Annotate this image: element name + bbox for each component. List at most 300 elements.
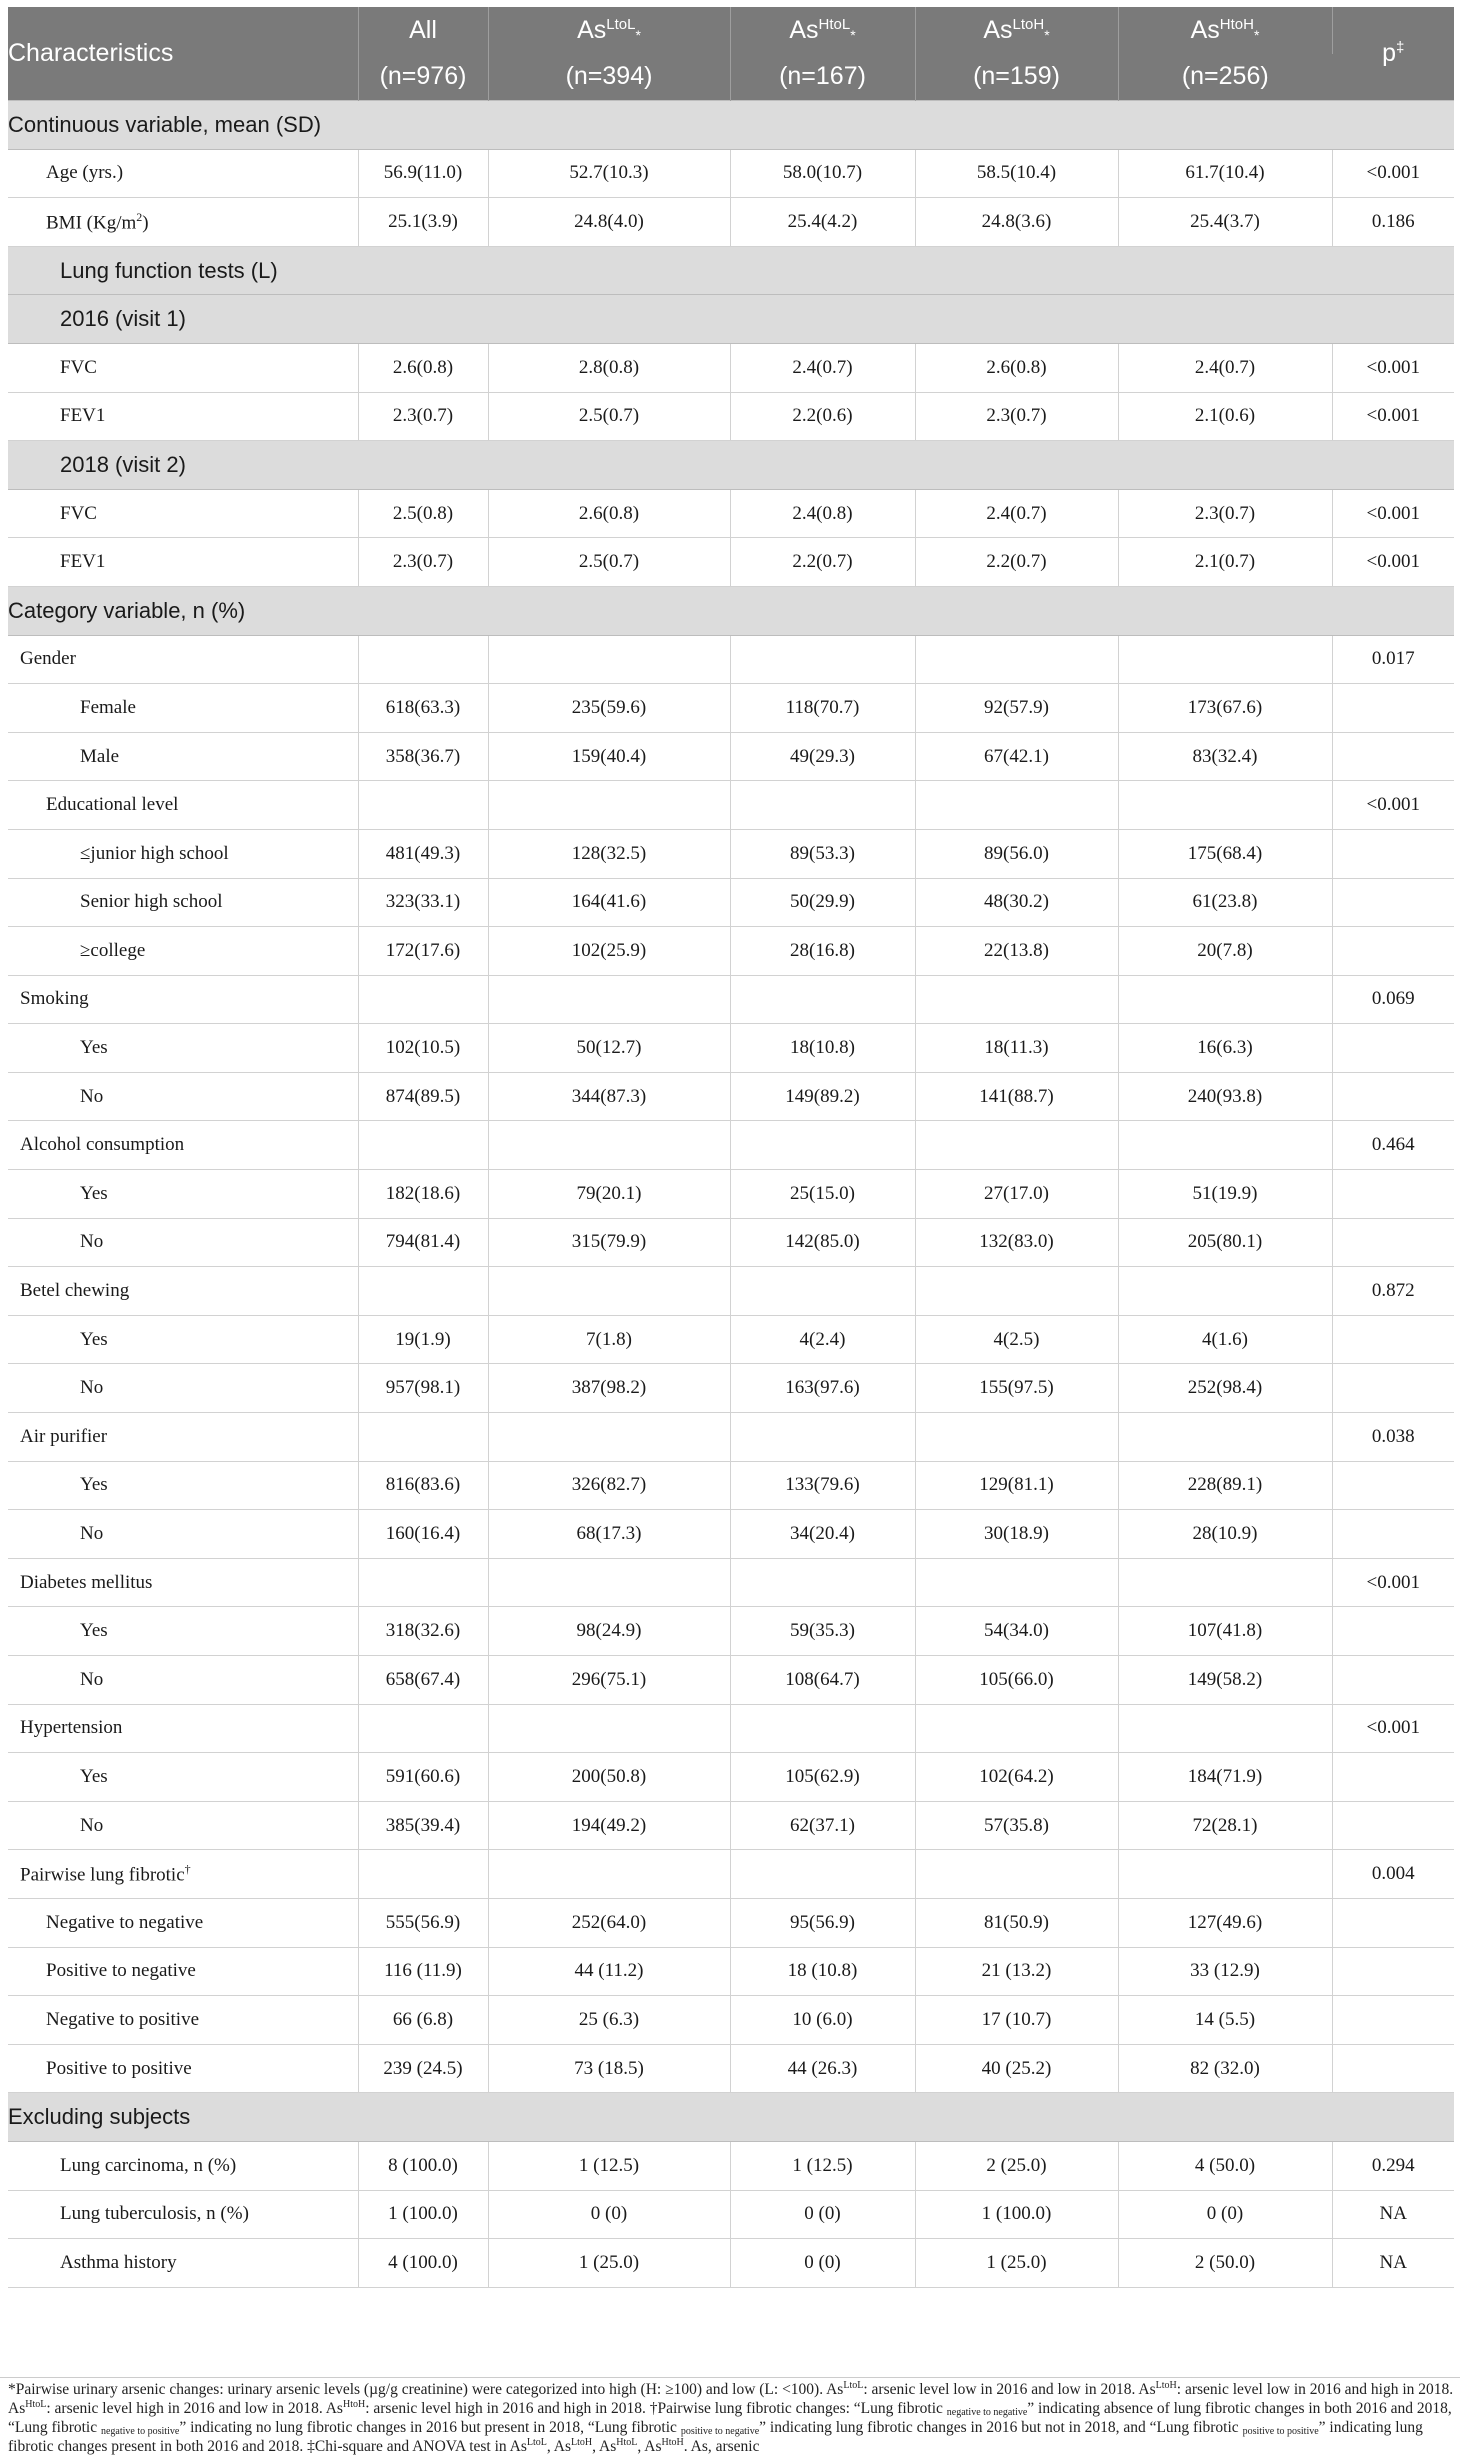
cell-value: 92(57.9) bbox=[915, 684, 1118, 733]
cell-value: 10 (6.0) bbox=[730, 1996, 915, 2045]
cell-value bbox=[1118, 635, 1332, 684]
cell-value: 30(18.9) bbox=[915, 1510, 1118, 1559]
table-row bbox=[8, 2141, 1454, 2190]
cell-value: 128(32.5) bbox=[488, 829, 730, 878]
header-col-asltoh: $As^{LtoH}_*$ bbox=[915, 7, 1118, 54]
cell-p-value bbox=[1332, 1753, 1454, 1802]
row-label: No bbox=[8, 1072, 358, 1121]
cell-value: 18(10.8) bbox=[730, 1024, 915, 1073]
header-n-asltoh: (n=159) bbox=[915, 54, 1118, 101]
cell-value: 2.4(0.8) bbox=[730, 489, 915, 538]
cell-value: 240(93.8) bbox=[1118, 1072, 1332, 1121]
header-characteristics: Characteristics bbox=[8, 7, 358, 101]
cell-p-value: <0.001 bbox=[1332, 149, 1454, 198]
cell-value bbox=[730, 1850, 915, 1899]
cell-value: 2.4(0.7) bbox=[915, 489, 1118, 538]
cell-value: 83(32.4) bbox=[1118, 732, 1332, 781]
section-label: 2016 (visit 1) bbox=[8, 295, 1454, 344]
cell-value: 18(11.3) bbox=[915, 1024, 1118, 1073]
cell-value: 0 (0) bbox=[1118, 2190, 1332, 2239]
cell-value bbox=[915, 1558, 1118, 1607]
cell-value: 618(63.3) bbox=[358, 684, 488, 733]
cell-value bbox=[1118, 1413, 1332, 1462]
cell-value: 794(81.4) bbox=[358, 1218, 488, 1267]
cell-value bbox=[915, 1850, 1118, 1899]
row-label: No bbox=[8, 1801, 358, 1850]
table-row bbox=[8, 1024, 1454, 1073]
cell-p-value: <0.001 bbox=[1332, 392, 1454, 441]
header-col-ashtol: $As^{HtoL}_*$ bbox=[730, 7, 915, 54]
cell-p-value bbox=[1332, 1510, 1454, 1559]
cell-value: 67(42.1) bbox=[915, 732, 1118, 781]
section-label: Category variable, n (%) bbox=[8, 586, 1454, 635]
cell-p-value bbox=[1332, 829, 1454, 878]
cell-value: 24.8(3.6) bbox=[915, 198, 1118, 247]
cell-value: 50(29.9) bbox=[730, 878, 915, 927]
row-label: Smoking bbox=[8, 975, 358, 1024]
row-label: Asthma history bbox=[8, 2239, 358, 2288]
header-n-asltol: (n=394) bbox=[488, 54, 730, 101]
table-row bbox=[8, 1753, 1454, 1802]
row-label: FEV1 bbox=[8, 392, 358, 441]
table-row bbox=[8, 684, 1454, 733]
cell-value bbox=[358, 1267, 488, 1316]
cell-value bbox=[1118, 1850, 1332, 1899]
cell-value: 50(12.7) bbox=[488, 1024, 730, 1073]
cell-value bbox=[730, 1267, 915, 1316]
cell-value: 155(97.5) bbox=[915, 1364, 1118, 1413]
table-row bbox=[8, 1364, 1454, 1413]
section-row bbox=[8, 295, 1454, 344]
cell-value: 0 (0) bbox=[730, 2239, 915, 2288]
cell-value: 79(20.1) bbox=[488, 1170, 730, 1219]
cell-p-value: <0.001 bbox=[1332, 538, 1454, 587]
table-row bbox=[8, 1850, 1454, 1899]
section-label: 2018 (visit 2) bbox=[8, 441, 1454, 490]
cell-value bbox=[730, 781, 915, 830]
cell-p-value bbox=[1332, 1898, 1454, 1947]
cell-value: 296(75.1) bbox=[488, 1656, 730, 1705]
table-row bbox=[8, 1315, 1454, 1364]
row-label: FVC bbox=[8, 343, 358, 392]
cell-value: 21 (13.2) bbox=[915, 1947, 1118, 1996]
row-label: Positive to negative bbox=[8, 1947, 358, 1996]
table-row bbox=[8, 1947, 1454, 1996]
cell-p-value: 0.872 bbox=[1332, 1267, 1454, 1316]
cell-value: 1 (100.0) bbox=[915, 2190, 1118, 2239]
cell-value: 1 (25.0) bbox=[488, 2239, 730, 2288]
cell-value: 4(1.6) bbox=[1118, 1315, 1332, 1364]
row-label: No bbox=[8, 1510, 358, 1559]
cell-value: 205(80.1) bbox=[1118, 1218, 1332, 1267]
section-row bbox=[8, 246, 1454, 295]
cell-value: 2.2(0.6) bbox=[730, 392, 915, 441]
row-label: Alcohol consumption bbox=[8, 1121, 358, 1170]
cell-p-value: 0.069 bbox=[1332, 975, 1454, 1024]
cell-value bbox=[915, 1704, 1118, 1753]
cell-value: 194(49.2) bbox=[488, 1801, 730, 1850]
cell-value bbox=[730, 635, 915, 684]
cell-value: 1 (100.0) bbox=[358, 2190, 488, 2239]
cell-value: 59(35.3) bbox=[730, 1607, 915, 1656]
cell-value bbox=[1118, 1121, 1332, 1170]
table-row bbox=[8, 1801, 1454, 1850]
cell-value: 874(89.5) bbox=[358, 1072, 488, 1121]
cell-value bbox=[488, 1850, 730, 1899]
table-row bbox=[8, 2190, 1454, 2239]
row-label: Negative to positive bbox=[8, 1996, 358, 2045]
row-label: Educational level bbox=[8, 781, 358, 830]
table-row bbox=[8, 829, 1454, 878]
cell-p-value: <0.001 bbox=[1332, 343, 1454, 392]
cell-value: 4(2.5) bbox=[915, 1315, 1118, 1364]
cell-value: 61.7(10.4) bbox=[1118, 149, 1332, 198]
cell-p-value bbox=[1332, 1461, 1454, 1510]
cell-value: 118(70.7) bbox=[730, 684, 915, 733]
cell-value: 105(66.0) bbox=[915, 1656, 1118, 1705]
table-row bbox=[8, 1218, 1454, 1267]
cell-value: 72(28.1) bbox=[1118, 1801, 1332, 1850]
cell-value: 25 (6.3) bbox=[488, 1996, 730, 2045]
cell-value: 20(7.8) bbox=[1118, 927, 1332, 976]
cell-p-value bbox=[1332, 684, 1454, 733]
cell-value: 2.5(0.7) bbox=[488, 392, 730, 441]
cell-p-value: <0.001 bbox=[1332, 1704, 1454, 1753]
row-label: BMI $(Kg/m^2)$ bbox=[8, 198, 358, 247]
cell-value: 105(62.9) bbox=[730, 1753, 915, 1802]
cell-value: 239 (24.5) bbox=[358, 2044, 488, 2093]
cell-value: 149(89.2) bbox=[730, 1072, 915, 1121]
cell-value: 141(88.7) bbox=[915, 1072, 1118, 1121]
header-n-ashtoh: (n=256) bbox=[1118, 54, 1332, 101]
cell-p-value bbox=[1332, 1315, 1454, 1364]
row-label: No bbox=[8, 1656, 358, 1705]
cell-value: 8 (100.0) bbox=[358, 2141, 488, 2190]
cell-value: 61(23.8) bbox=[1118, 878, 1332, 927]
cell-value bbox=[488, 1121, 730, 1170]
row-label: Positive to positive bbox=[8, 2044, 358, 2093]
row-label: Air purifier bbox=[8, 1413, 358, 1462]
cell-value: 81(50.9) bbox=[915, 1898, 1118, 1947]
cell-value: 142(85.0) bbox=[730, 1218, 915, 1267]
cell-value: 2.4(0.7) bbox=[730, 343, 915, 392]
cell-value bbox=[358, 1704, 488, 1753]
cell-value: 54(34.0) bbox=[915, 1607, 1118, 1656]
cell-p-value: 0.017 bbox=[1332, 635, 1454, 684]
section-row bbox=[8, 2093, 1454, 2142]
cell-value: 172(17.6) bbox=[358, 927, 488, 976]
row-label: Betel chewing bbox=[8, 1267, 358, 1316]
header-col-asltol: $As^{LtoL}_*$ bbox=[488, 7, 730, 54]
row-label: Yes bbox=[8, 1024, 358, 1073]
cell-p-value bbox=[1332, 2044, 1454, 2093]
table-row bbox=[8, 1558, 1454, 1607]
cell-value: 2 (25.0) bbox=[915, 2141, 1118, 2190]
cell-p-value: NA bbox=[1332, 2190, 1454, 2239]
table-row bbox=[8, 1267, 1454, 1316]
cell-value: 44 (11.2) bbox=[488, 1947, 730, 1996]
table-row bbox=[8, 1461, 1454, 1510]
cell-p-value bbox=[1332, 1801, 1454, 1850]
cell-p-value: <0.001 bbox=[1332, 1558, 1454, 1607]
cell-value: 2.1(0.7) bbox=[1118, 538, 1332, 587]
cell-value: 14 (5.5) bbox=[1118, 1996, 1332, 2045]
cell-value: 25.4(4.2) bbox=[730, 198, 915, 247]
cell-value bbox=[488, 1413, 730, 1462]
row-label: No bbox=[8, 1364, 358, 1413]
cell-p-value bbox=[1332, 1656, 1454, 1705]
cell-value: 344(87.3) bbox=[488, 1072, 730, 1121]
cell-value: 34(20.4) bbox=[730, 1510, 915, 1559]
cell-value: 25(15.0) bbox=[730, 1170, 915, 1219]
cell-value: 2.2(0.7) bbox=[730, 538, 915, 587]
cell-value: 2 (50.0) bbox=[1118, 2239, 1332, 2288]
cell-value: 51(19.9) bbox=[1118, 1170, 1332, 1219]
table-row bbox=[8, 732, 1454, 781]
table-row bbox=[8, 392, 1454, 441]
cell-value: 17 (10.7) bbox=[915, 1996, 1118, 2045]
cell-value: 2.2(0.7) bbox=[915, 538, 1118, 587]
cell-value: 164(41.6) bbox=[488, 878, 730, 927]
header-col-ashtoh: $As^{HtoH}_*$ bbox=[1118, 7, 1332, 54]
table-row bbox=[8, 927, 1454, 976]
table-row bbox=[8, 878, 1454, 927]
cell-value bbox=[915, 1121, 1118, 1170]
cell-value: 184(71.9) bbox=[1118, 1753, 1332, 1802]
table-row bbox=[8, 1996, 1454, 2045]
cell-value: 40 (25.2) bbox=[915, 2044, 1118, 2093]
cell-value bbox=[1118, 781, 1332, 830]
cell-value: 25.4(3.7) bbox=[1118, 198, 1332, 247]
cell-value: 2.1(0.6) bbox=[1118, 392, 1332, 441]
table-footnote: *Pairwise urinary arsenic changes: urinary arsenic levels (µg/g creatinine) were categorized into high (H: ≥100) and low (L: <100). $As^{LtoL}$: arsenic level low in 2016 and low in 2018. $As^{LtoH}$: arsenic level low in 2016 and high in 2018. $As^{HtoL}$: arsenic level high in 2016 and low in 2018. $As^{HtoH}$: arsenic level high in 2016 and high in 2018. †Pairwise lung fibrotic changes: “Lung fibrotic $_{negative to negative}$” indicating absence of lung fibrotic changes in both 2016 and 2018, “Lung fibrotic $_{negative to positive}$” indicating no lung fibrotic changes in 2016 but present in 2018, “Lung fibrotic $_{positive to negative}$” indicating lung fibrotic changes in 2016 but not in 2018, and “Lung fibrotic $_{positive to positive}$” indicating lung fibrotic changes present in both 2016 and 2018. ‡Chi-square and ANOVA test in $As^{LtoL}$, $As^{LtoH}$, $As^{HtoL}$, $As^{HtoH}$. As, arsenic bbox=[8, 2380, 1454, 2455]
row-label: FVC bbox=[8, 489, 358, 538]
table-body bbox=[8, 101, 1454, 2288]
cell-p-value: <0.001 bbox=[1332, 489, 1454, 538]
section-row bbox=[8, 441, 1454, 490]
cell-value bbox=[358, 635, 488, 684]
cell-value bbox=[915, 635, 1118, 684]
cell-value: 159(40.4) bbox=[488, 732, 730, 781]
cell-value: 102(64.2) bbox=[915, 1753, 1118, 1802]
cell-value: 89(53.3) bbox=[730, 829, 915, 878]
cell-value: 2.6(0.8) bbox=[915, 343, 1118, 392]
row-label: ≥college bbox=[8, 927, 358, 976]
cell-value: 816(83.6) bbox=[358, 1461, 488, 1510]
cell-value: 57(35.8) bbox=[915, 1801, 1118, 1850]
cell-value: 2.8(0.8) bbox=[488, 343, 730, 392]
row-label: Yes bbox=[8, 1315, 358, 1364]
cell-p-value: 0.464 bbox=[1332, 1121, 1454, 1170]
cell-value bbox=[915, 781, 1118, 830]
cell-value: 4(2.4) bbox=[730, 1315, 915, 1364]
cell-value: 0 (0) bbox=[488, 2190, 730, 2239]
cell-value bbox=[358, 1413, 488, 1462]
cell-p-value: 0.004 bbox=[1332, 1850, 1454, 1899]
cell-value: 48(30.2) bbox=[915, 878, 1118, 927]
row-label: Diabetes mellitus bbox=[8, 1558, 358, 1607]
cell-p-value bbox=[1332, 732, 1454, 781]
cell-value: 24.8(4.0) bbox=[488, 198, 730, 247]
cell-value: 89(56.0) bbox=[915, 829, 1118, 878]
cell-value: 7(1.8) bbox=[488, 1315, 730, 1364]
cell-value bbox=[1118, 1704, 1332, 1753]
cell-value: 2.4(0.7) bbox=[1118, 343, 1332, 392]
section-label: Lung function tests (L) bbox=[8, 246, 1454, 295]
cell-value: 73 (18.5) bbox=[488, 2044, 730, 2093]
cell-value: 49(29.3) bbox=[730, 732, 915, 781]
cell-p-value bbox=[1332, 927, 1454, 976]
cell-value bbox=[358, 781, 488, 830]
cell-value: 127(49.6) bbox=[1118, 1898, 1332, 1947]
cell-value: 173(67.6) bbox=[1118, 684, 1332, 733]
cell-value bbox=[358, 1558, 488, 1607]
cell-value bbox=[358, 1121, 488, 1170]
cell-value: 385(39.4) bbox=[358, 1801, 488, 1850]
cell-value: 116 (11.9) bbox=[358, 1947, 488, 1996]
footnote-divider bbox=[0, 2377, 1460, 2378]
cell-value bbox=[915, 1267, 1118, 1316]
cell-value: 1 (25.0) bbox=[915, 2239, 1118, 2288]
row-label: Yes bbox=[8, 1170, 358, 1219]
header-col-p: p‡ bbox=[1332, 7, 1454, 101]
cell-value: 2.6(0.8) bbox=[488, 489, 730, 538]
cell-p-value bbox=[1332, 1072, 1454, 1121]
cell-value: 149(58.2) bbox=[1118, 1656, 1332, 1705]
cell-value: 4 (50.0) bbox=[1118, 2141, 1332, 2190]
cell-value: 252(64.0) bbox=[488, 1898, 730, 1947]
cell-value: 2.3(0.7) bbox=[915, 392, 1118, 441]
row-label: Female bbox=[8, 684, 358, 733]
cell-value: 2.5(0.8) bbox=[358, 489, 488, 538]
cell-value: 95(56.9) bbox=[730, 1898, 915, 1947]
cell-value: 358(36.7) bbox=[358, 732, 488, 781]
table-row bbox=[8, 1607, 1454, 1656]
cell-value: 56.9(11.0) bbox=[358, 149, 488, 198]
header-n-ashtol: (n=167) bbox=[730, 54, 915, 101]
cell-value bbox=[1118, 975, 1332, 1024]
cell-value: 1 (12.5) bbox=[488, 2141, 730, 2190]
table-row bbox=[8, 1170, 1454, 1219]
table-row bbox=[8, 1704, 1454, 1753]
cell-value: 68(17.3) bbox=[488, 1510, 730, 1559]
cell-value: 22(13.8) bbox=[915, 927, 1118, 976]
characteristics-table bbox=[8, 7, 1454, 2288]
cell-value: 228(89.1) bbox=[1118, 1461, 1332, 1510]
row-label: Yes bbox=[8, 1607, 358, 1656]
cell-p-value bbox=[1332, 1607, 1454, 1656]
cell-p-value bbox=[1332, 1218, 1454, 1267]
cell-p-value bbox=[1332, 1364, 1454, 1413]
cell-value bbox=[488, 1267, 730, 1316]
table-row bbox=[8, 1898, 1454, 1947]
cell-p-value bbox=[1332, 878, 1454, 927]
section-row bbox=[8, 586, 1454, 635]
row-label: Lung tuberculosis, n (%) bbox=[8, 2190, 358, 2239]
row-label: Negative to negative bbox=[8, 1898, 358, 1947]
cell-value: 252(98.4) bbox=[1118, 1364, 1332, 1413]
header-n-all: (n=976) bbox=[358, 54, 488, 101]
cell-value: 182(18.6) bbox=[358, 1170, 488, 1219]
section-label: Excluding subjects bbox=[8, 2093, 1454, 2142]
cell-value bbox=[730, 1558, 915, 1607]
cell-value: 323(33.1) bbox=[358, 878, 488, 927]
cell-value: 0 (0) bbox=[730, 2190, 915, 2239]
cell-value bbox=[1118, 1558, 1332, 1607]
cell-value: 28(10.9) bbox=[1118, 1510, 1332, 1559]
section-row bbox=[8, 101, 1454, 150]
section-label: Continuous variable, mean (SD) bbox=[8, 101, 1454, 150]
table-row bbox=[8, 1510, 1454, 1559]
cell-value bbox=[915, 975, 1118, 1024]
row-label: Age (yrs.) bbox=[8, 149, 358, 198]
cell-value: 19(1.9) bbox=[358, 1315, 488, 1364]
table-row bbox=[8, 2044, 1454, 2093]
cell-value: 658(67.4) bbox=[358, 1656, 488, 1705]
cell-value: 1 (12.5) bbox=[730, 2141, 915, 2190]
cell-value: 555(56.9) bbox=[358, 1898, 488, 1947]
cell-value: 387(98.2) bbox=[488, 1364, 730, 1413]
cell-value: 133(79.6) bbox=[730, 1461, 915, 1510]
cell-value: 102(10.5) bbox=[358, 1024, 488, 1073]
cell-value: 315(79.9) bbox=[488, 1218, 730, 1267]
cell-value: 591(60.6) bbox=[358, 1753, 488, 1802]
table-row bbox=[8, 635, 1454, 684]
cell-p-value bbox=[1332, 1947, 1454, 1996]
row-label: Lung carcinoma, n (%) bbox=[8, 2141, 358, 2190]
cell-value: 132(83.0) bbox=[915, 1218, 1118, 1267]
cell-p-value: 0.294 bbox=[1332, 2141, 1454, 2190]
row-label: Yes bbox=[8, 1753, 358, 1802]
cell-value: 27(17.0) bbox=[915, 1170, 1118, 1219]
table-row bbox=[8, 1413, 1454, 1462]
cell-value bbox=[730, 1704, 915, 1753]
row-label: Hypertension bbox=[8, 1704, 358, 1753]
cell-value: 25.1(3.9) bbox=[358, 198, 488, 247]
cell-p-value bbox=[1332, 1170, 1454, 1219]
table-row bbox=[8, 489, 1454, 538]
cell-value: 62(37.1) bbox=[730, 1801, 915, 1850]
cell-value: 957(98.1) bbox=[358, 1364, 488, 1413]
cell-value: 16(6.3) bbox=[1118, 1024, 1332, 1073]
cell-value: 4 (100.0) bbox=[358, 2239, 488, 2288]
cell-value: 2.6(0.8) bbox=[358, 343, 488, 392]
cell-value: 318(32.6) bbox=[358, 1607, 488, 1656]
cell-p-value: 0.186 bbox=[1332, 198, 1454, 247]
cell-value: 163(97.6) bbox=[730, 1364, 915, 1413]
cell-value: 2.3(0.7) bbox=[1118, 489, 1332, 538]
table-row bbox=[8, 198, 1454, 247]
cell-p-value: <0.001 bbox=[1332, 781, 1454, 830]
row-label: Senior high school bbox=[8, 878, 358, 927]
row-label: Yes bbox=[8, 1461, 358, 1510]
cell-p-value: 0.038 bbox=[1332, 1413, 1454, 1462]
cell-value: 28(16.8) bbox=[730, 927, 915, 976]
table-row bbox=[8, 149, 1454, 198]
cell-p-value bbox=[1332, 1996, 1454, 2045]
cell-value: 102(25.9) bbox=[488, 927, 730, 976]
cell-value: 33 (12.9) bbox=[1118, 1947, 1332, 1996]
table-row bbox=[8, 2239, 1454, 2288]
cell-value: 160(16.4) bbox=[358, 1510, 488, 1559]
row-label: ≤junior high school bbox=[8, 829, 358, 878]
cell-value: 235(59.6) bbox=[488, 684, 730, 733]
row-label: FEV1 bbox=[8, 538, 358, 587]
row-label: Pairwise lung fibrotic† bbox=[8, 1850, 358, 1899]
header-col-all: All bbox=[358, 7, 488, 54]
table-row bbox=[8, 1121, 1454, 1170]
cell-value bbox=[730, 975, 915, 1024]
